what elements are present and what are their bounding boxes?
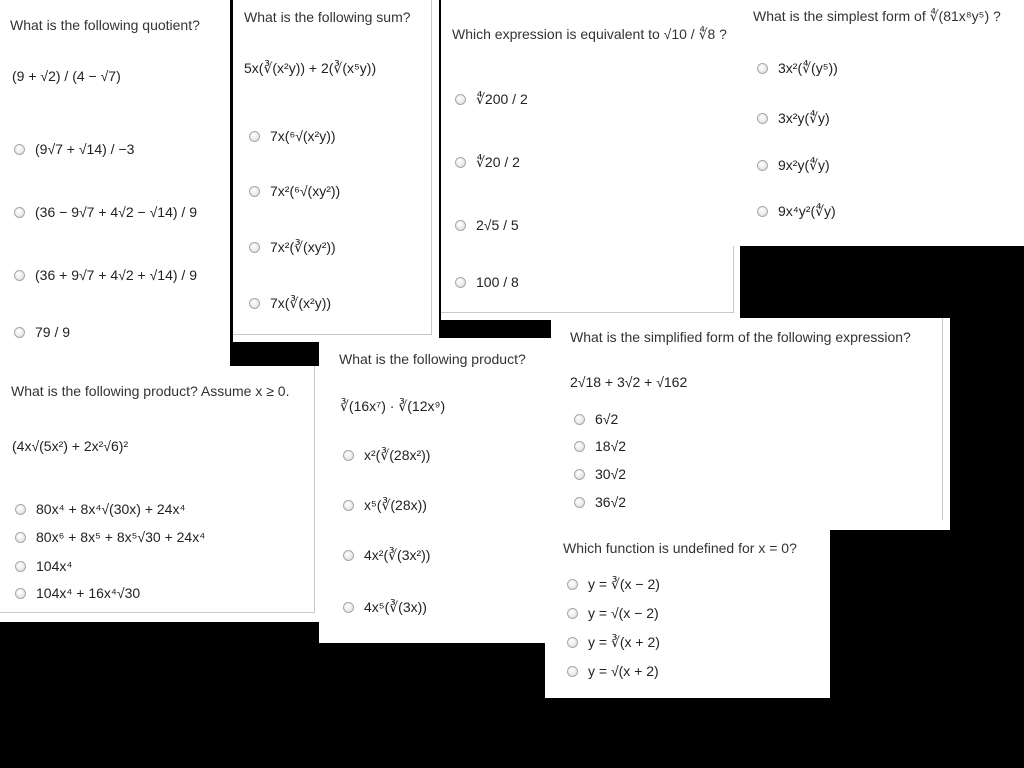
radio-button[interactable] xyxy=(249,186,260,197)
choice-text: y = ∛(x + 2) xyxy=(588,634,660,650)
choice-text: 104x⁴ + 16x⁴√30 xyxy=(36,585,141,601)
choice-text: 3x²(∜(y⁵)) xyxy=(778,60,838,76)
radio-button[interactable] xyxy=(343,602,354,613)
question-expression: ∛(16x⁷) · ∛(12x⁹) xyxy=(340,398,446,414)
card-undefined-function xyxy=(545,530,830,698)
radio-button[interactable] xyxy=(343,450,354,461)
choice-3[interactable] xyxy=(574,466,626,482)
card-border xyxy=(233,0,432,335)
radio-button[interactable] xyxy=(567,608,578,619)
choice-text: 18√2 xyxy=(595,438,627,454)
choice-text: 36√2 xyxy=(595,494,627,510)
card-product-assume xyxy=(0,366,323,622)
question-expression: 2√18 + 3√2 + √162 xyxy=(570,374,688,390)
choice-text: 79 / 9 xyxy=(35,324,71,340)
choice-2[interactable] xyxy=(249,183,340,199)
choice-4[interactable] xyxy=(15,585,140,601)
choice-1[interactable] xyxy=(567,576,660,593)
choice-text: 4x⁵(∛(3x)) xyxy=(364,599,427,615)
radio-button[interactable] xyxy=(574,497,585,508)
radio-button[interactable] xyxy=(455,277,466,288)
card-border xyxy=(0,366,315,613)
choice-4[interactable] xyxy=(567,663,659,679)
choice-4[interactable] xyxy=(757,203,836,220)
choice-3[interactable] xyxy=(249,239,336,256)
choice-3[interactable] xyxy=(567,634,660,651)
choice-text: (36 − 9√7 + 4√2 − √14) / 9 xyxy=(35,204,197,220)
radio-button[interactable] xyxy=(343,550,354,561)
radio-button[interactable] xyxy=(455,220,466,231)
choice-4[interactable] xyxy=(14,324,70,340)
choice-text: y = √(x + 2) xyxy=(588,663,659,679)
radio-button[interactable] xyxy=(567,579,578,590)
choice-text: (36 + 9√7 + 4√2 + √14) / 9 xyxy=(35,267,197,283)
choice-4[interactable] xyxy=(343,599,427,616)
choice-text: ∜200 / 2 xyxy=(476,91,528,107)
choice-4[interactable] xyxy=(574,494,626,510)
choice-3[interactable] xyxy=(455,217,519,233)
choice-4[interactable] xyxy=(249,295,331,312)
card-quotient xyxy=(0,0,230,378)
choice-text: 2√5 / 5 xyxy=(476,217,519,233)
choice-text: 3x²y(∜y) xyxy=(778,110,830,126)
choice-text: 80x⁴ + 8x⁴√(30x) + 24x⁴ xyxy=(36,501,186,517)
radio-button[interactable] xyxy=(15,532,26,543)
choice-1[interactable] xyxy=(757,60,838,77)
radio-button[interactable] xyxy=(15,561,26,572)
choice-text: x²(∛(28x²)) xyxy=(364,447,431,463)
choice-text: 100 / 8 xyxy=(476,274,519,290)
choice-text: 30√2 xyxy=(595,466,627,482)
question-text: What is the following product? xyxy=(339,351,526,367)
radio-button[interactable] xyxy=(249,298,260,309)
question-expression: (4x√(5x²) + 2x²√6)² xyxy=(12,438,129,454)
choice-1[interactable] xyxy=(574,411,618,427)
question-text: What is the following product? Assume x ≥ 0. xyxy=(11,383,290,399)
question-expression: 5x(∛(x²y)) + 2(∛(x⁵y)) xyxy=(244,60,377,76)
question-text: What is the simplified form of the following expression? xyxy=(570,329,911,345)
radio-button[interactable] xyxy=(14,327,25,338)
choice-3[interactable] xyxy=(15,558,72,574)
choice-2[interactable] xyxy=(567,605,659,621)
radio-button[interactable] xyxy=(14,144,25,155)
card-simplest-form xyxy=(733,0,1024,246)
choice-4[interactable] xyxy=(455,274,519,290)
choice-text: 7x²(⁶√(xy²)) xyxy=(270,183,341,199)
radio-button[interactable] xyxy=(15,588,26,599)
radio-button[interactable] xyxy=(757,113,768,124)
choice-text: 7x²(∛(xy²)) xyxy=(270,239,336,255)
choice-1[interactable] xyxy=(343,447,430,464)
radio-button[interactable] xyxy=(455,94,466,105)
radio-button[interactable] xyxy=(14,270,25,281)
radio-button[interactable] xyxy=(249,131,260,142)
choice-text: 9x²y(∜y) xyxy=(778,157,830,173)
radio-button[interactable] xyxy=(249,242,260,253)
radio-button[interactable] xyxy=(574,469,585,480)
choice-text: y = √(x − 2) xyxy=(588,605,659,621)
choice-2[interactable] xyxy=(15,529,205,545)
radio-button[interactable] xyxy=(757,206,768,217)
radio-button[interactable] xyxy=(567,666,578,677)
radio-button[interactable] xyxy=(757,63,768,74)
choice-2[interactable] xyxy=(343,497,427,514)
radio-button[interactable] xyxy=(757,160,768,171)
choice-text: 4x²(∛(3x²)) xyxy=(364,547,431,563)
radio-button[interactable] xyxy=(343,500,354,511)
question-text: What is the following quotient? xyxy=(10,17,200,33)
choice-2[interactable] xyxy=(455,154,520,171)
choice-1[interactable] xyxy=(14,141,134,157)
radio-button[interactable] xyxy=(15,504,26,515)
question-text: What is the simplest form of ∜(81x⁸y⁵) ? xyxy=(753,8,1001,24)
card-sum xyxy=(233,0,439,342)
radio-button[interactable] xyxy=(574,414,585,425)
radio-button[interactable] xyxy=(455,157,466,168)
question-text: What is the following sum? xyxy=(244,9,411,25)
choice-1[interactable] xyxy=(249,128,336,144)
choice-text: 7x(∛(x²y)) xyxy=(270,295,332,311)
choice-text: (9√7 + √14) / −3 xyxy=(35,141,135,157)
radio-button[interactable] xyxy=(14,207,25,218)
radio-button[interactable] xyxy=(567,637,578,648)
question-text: Which function is undefined for x = 0? xyxy=(563,540,797,556)
choice-text: 104x⁴ xyxy=(36,558,73,574)
question-expression: (9 + √2) / (4 − √7) xyxy=(12,68,121,84)
choice-2[interactable] xyxy=(574,438,626,454)
card-equivalent xyxy=(441,0,740,320)
choice-text: 9x⁴y²(∜y) xyxy=(778,203,836,219)
choice-text: 80x⁶ + 8x⁵ + 8x⁵√30 + 24x⁴ xyxy=(36,529,206,545)
choice-text: 6√2 xyxy=(595,411,619,427)
choice-text: ∜20 / 2 xyxy=(476,154,520,170)
choice-text: 7x(⁶√(x²y)) xyxy=(270,128,336,144)
card-product xyxy=(319,338,559,643)
choice-2[interactable] xyxy=(757,110,830,127)
question-text: Which expression is equivalent to √10 / ∜8 ? xyxy=(452,26,727,42)
choice-2[interactable] xyxy=(14,204,197,220)
choice-text: x⁵(∛(28x)) xyxy=(364,497,427,513)
choice-3[interactable] xyxy=(757,157,830,174)
choice-1[interactable] xyxy=(455,91,528,108)
choice-3[interactable] xyxy=(343,547,430,564)
radio-button[interactable] xyxy=(574,441,585,452)
choice-3[interactable] xyxy=(14,267,197,283)
choice-1[interactable] xyxy=(15,501,185,517)
choice-text: y = ∛(x − 2) xyxy=(588,576,660,592)
card-simplified-form xyxy=(551,318,950,530)
